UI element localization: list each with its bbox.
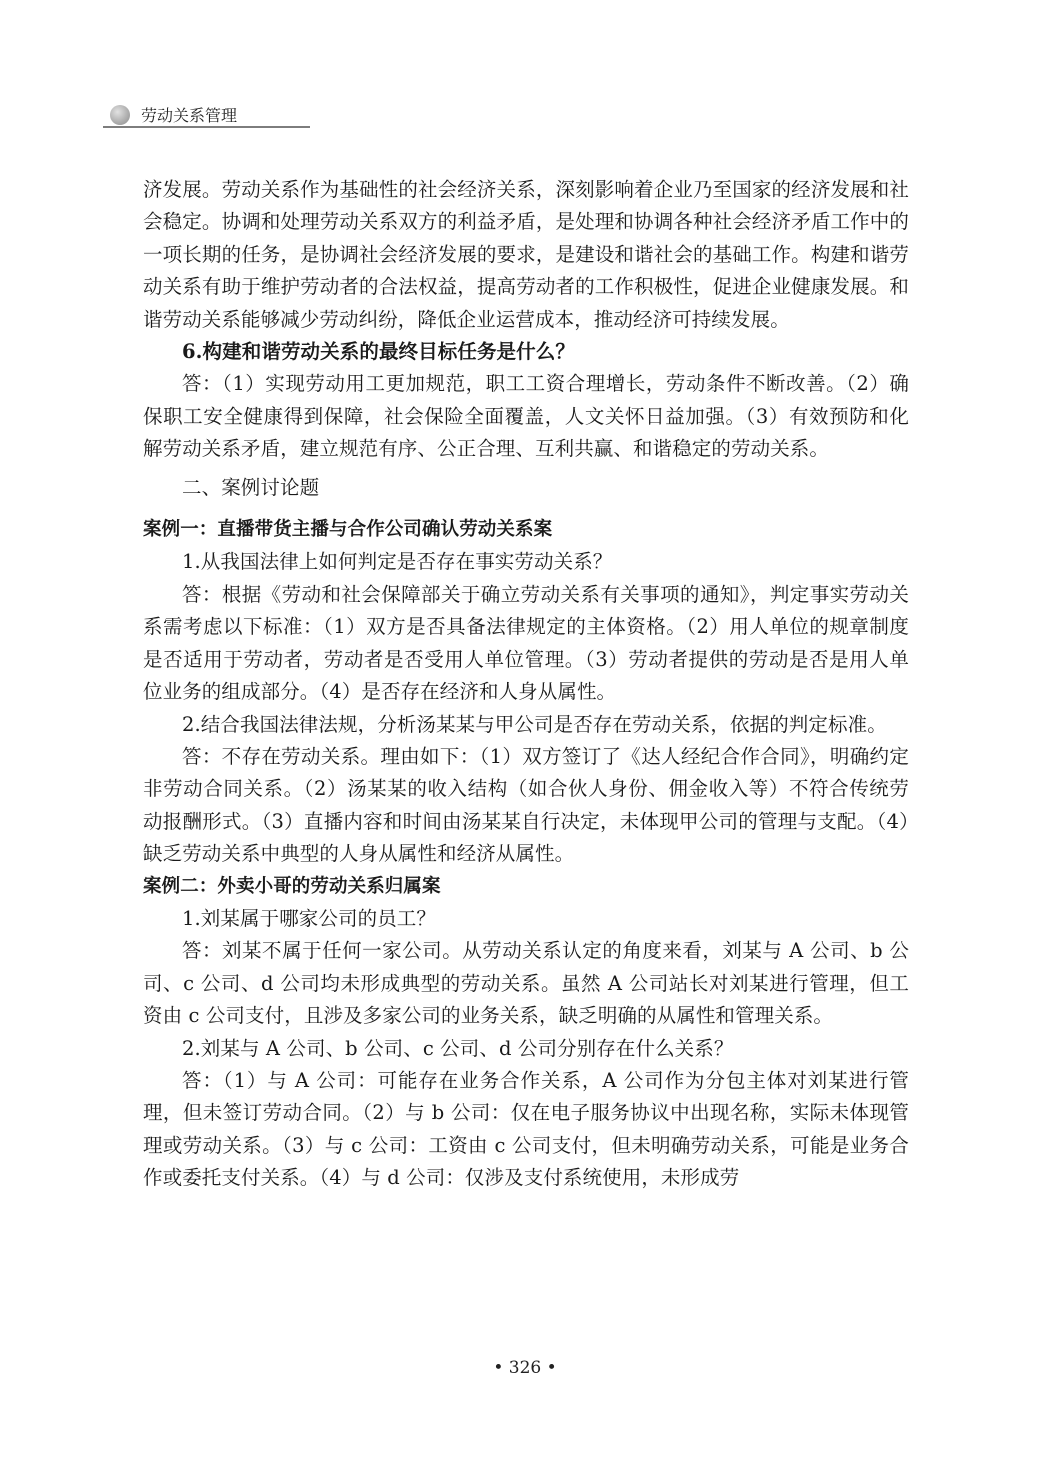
question-heading: 6.构建和谐劳动关系的最终目标任务是什么？ — [182, 340, 575, 364]
page-number: • 326 • — [493, 1358, 557, 1378]
header-rule — [103, 126, 310, 128]
answer-paragraph: 答：（1）实现劳动用工更加规范，职工工资合理增长，劳动条件不断改善。（2）确保职工安全健康得到保障，社会保险全面覆盖，人文关怀日益加强。（3）有效预防和化解劳动关系矛盾，建立规范有序、公正合理、互利共赢、和谐稳定的劳动关系。 — [143, 372, 909, 461]
answer-paragraph: 答：不存在劳动关系。理由如下：（1）双方签订了《达人经纪合作合同》，明确约定非劳动合同关系。（2）汤某某的收入结构（如合伙人身份、佣金收入等）不符合传统劳动报酬形式。（3）直播内容和时间由汤某某自行决定，未体现甲公司的管理与支配。（4）缺乏劳动关系中典型的人身从属性和经济从属性。 — [143, 744, 909, 866]
answer-paragraph: 答：刘某不属于任何一家公司。从劳动关系认定的角度来看，刘某与 A 公司、b 公司、c 公司、d 公司均未形成典型的劳动关系。虽然 A 公司站长对刘某进行管理，但工资由 c 公司支付，且涉及多家公司的业务关系，缺乏明确的从属性和管理关系。 — [143, 939, 909, 1028]
header-circle-icon — [110, 105, 130, 125]
question: 2.结合我国法律法规，分析汤某某与甲公司是否存在劳动关系，依据的判定标准。 — [182, 712, 887, 736]
paragraph: 济发展。劳动关系作为基础性的社会经济关系，深刻影响着企业乃至国家的经济发展和社会稳定。协调和处理劳动关系双方的利益矛盾，是处理和协调各种社会经济矛盾工作中的一项长期的任务，是协调社会经济发展的要求，是建设和谐社会的基础工作。构建和谐劳动关系有助于维护劳动者的合法权益，提高劳动者的工作积极性，促进企业健康发展。和谐劳动关系能够减少劳动纠纷，降低企业运营成本，推动经济可持续发展。 — [143, 178, 909, 331]
answer-paragraph: 答：（1）与 A 公司：可能存在业务合作关系，A 公司作为分包主体对刘某进行管理，但未签订劳动合同。（2）与 b 公司：仅在电子服务协议中出现名称，实际未体现管理或劳动关系。（3）与 c 公司：工资由 c 公司支付，但未明确劳动关系，可能是业务合作或委托支付关系。（4）与 d 公司：仅涉及支付系统使用，未形成劳 — [143, 1068, 909, 1190]
section-heading: 二、案例讨论题 — [182, 475, 320, 499]
header-title: 劳动关系管理 — [141, 106, 238, 125]
running-header — [103, 100, 310, 130]
question: 2.刘某与 A 公司、b 公司、c 公司、d 公司分别存在什么关系？ — [182, 1036, 734, 1060]
question: 1.从我国法律上如何判定是否存在事实劳动关系？ — [182, 550, 613, 574]
answer-paragraph: 答：根据《劳动和社会保障部关于确立劳动关系有关事项的通知》，判定事实劳动关系需考虑以下标准：（1）双方是否具备法律规定的主体资格。（2）用人单位的规章制度是否适用于劳动者，劳动者是否受用人单位管理。（3）劳动者提供的劳动是否是用人单位业务的组成部分。（4）是否存在经济和人身从属性。 — [143, 582, 909, 704]
case-heading: 案例二：外卖小哥的劳动关系归属案 — [143, 875, 441, 897]
question: 1.刘某属于哪家公司的员工？ — [182, 906, 437, 930]
case-heading: 案例一：直播带货主播与合作公司确认劳动关系案 — [143, 519, 553, 541]
page-body — [143, 174, 909, 1195]
